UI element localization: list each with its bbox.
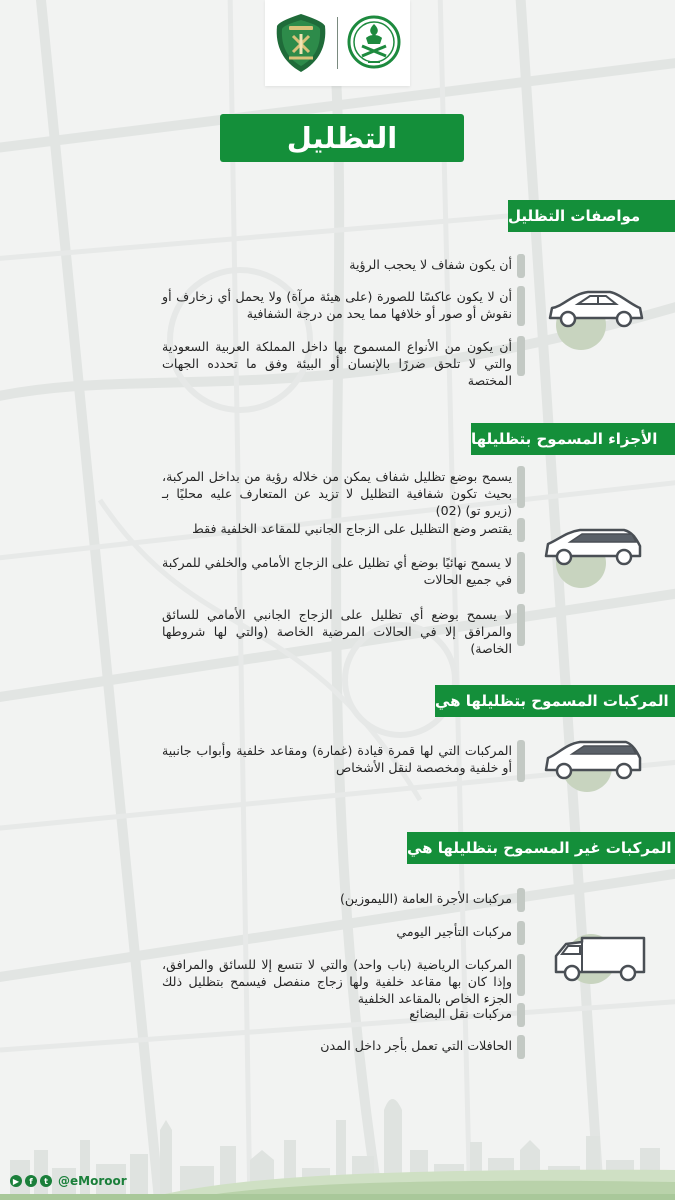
traffic-police-emblem-icon xyxy=(273,12,329,74)
section-header-allowed-parts: الأجزاء المسموح بتظليلها xyxy=(471,423,675,455)
section-header-tint-specs: مواصفات التظليل xyxy=(508,200,675,232)
minivan-icon xyxy=(540,524,646,570)
bullet-bar xyxy=(517,604,525,646)
bullet-text: يقتصر وضع التظليل على الزجاج الجانبي للمقاعد الخلفية فقط xyxy=(192,521,512,536)
bullet-text: مركبات الأجرة العامة (الليموزين) xyxy=(339,891,512,906)
ministry-of-interior-emblem-icon xyxy=(346,12,402,74)
bullet-bar xyxy=(517,466,525,508)
van-icon xyxy=(552,934,650,984)
bullet-text: الحافلات التي تعمل بأجر داخل المدن xyxy=(320,1038,512,1053)
bullet-bar xyxy=(517,954,525,996)
bullet-bar xyxy=(517,518,525,542)
bullet-text: أن يكون من الأنواع المسموح بها داخل المملكة العربية السعودية والتي لا تلحق ضررًا بالإنسان أو البيئة وفق ما تحدده الجهات المختصة xyxy=(162,339,512,388)
bullet-text: لا يسمح بوضع أي تظليل على الزجاج الجانبي الأمامي للسائق والمرافق إلا في الحالات المرضية الخاصة (والتي لها شروطها الخاصة) xyxy=(162,607,512,656)
bullet-text: أن يكون شفاف لا يحجب الرؤية xyxy=(349,257,512,272)
bullet-bar xyxy=(517,254,525,278)
bullet-bar xyxy=(517,1003,525,1027)
page-title: التظليل xyxy=(220,114,464,162)
bullet-bar xyxy=(517,1035,525,1059)
section-header-not-allowed-vehicles: المركبات غير المسموح بتظليلها هي xyxy=(407,832,675,864)
sedan-car-icon xyxy=(544,288,648,332)
logo-header xyxy=(265,0,410,86)
bullet-bar xyxy=(517,336,525,376)
facebook-icon[interactable]: f xyxy=(25,1175,37,1187)
bullet-bar xyxy=(517,740,525,782)
bullet-text: يسمح بوضع تظليل شفاف يمكن من خلاله رؤية من بداخل المركبة، بحيث تكون شفافية التظليل لا تزيد عن المتعارف عليه محليًا بـ (زيرو تو) (02) xyxy=(162,469,512,518)
bullet-bar xyxy=(517,552,525,594)
bullet-bar xyxy=(517,286,525,326)
logo-divider xyxy=(337,17,338,69)
bullet-bar xyxy=(517,921,525,945)
youtube-icon[interactable]: ▶ xyxy=(10,1175,22,1187)
social-links xyxy=(10,1174,127,1188)
bullet-text: مركبات التأجير اليومي xyxy=(396,924,512,939)
bullet-text: المركبات الرياضية (باب واحد) والتي لا تتسع إلا للسائق والمرافق، وإذا كان بها مقاعد خلفية ولها زجاج منفصل فيسمح بتظليل ذلك الجزء الخاص بالمقاعد الخلفية xyxy=(162,957,512,1006)
suv-icon xyxy=(540,734,646,784)
social-handle[interactable]: @eMoroor xyxy=(58,1174,127,1188)
bullet-text: أن لا يكون عاكسًا للصورة (على هيئة مرآة) ولا يحمل أي زخارف أو نقوش أو صور أو خلافها مما يحد من درجة الشفافية xyxy=(162,289,512,321)
bullet-bar xyxy=(517,888,525,912)
bullet-text: مركبات نقل البضائع xyxy=(409,1006,512,1021)
bullet-text: المركبات التي لها قمرة قيادة (غمارة) ومقاعد خلفية وأبواب جانبية أو خلفية ومخصصة لنقل الأشخاص xyxy=(162,743,512,775)
bullet-text: لا يسمح نهائيًا بوضع أي تظليل على الزجاج الأمامي والخلفي للمركبة في جميع الحالات xyxy=(162,555,512,587)
section-header-allowed-vehicles: المركبات المسموح بتظليلها هي xyxy=(435,685,675,717)
twitter-icon[interactable]: t xyxy=(40,1175,52,1187)
